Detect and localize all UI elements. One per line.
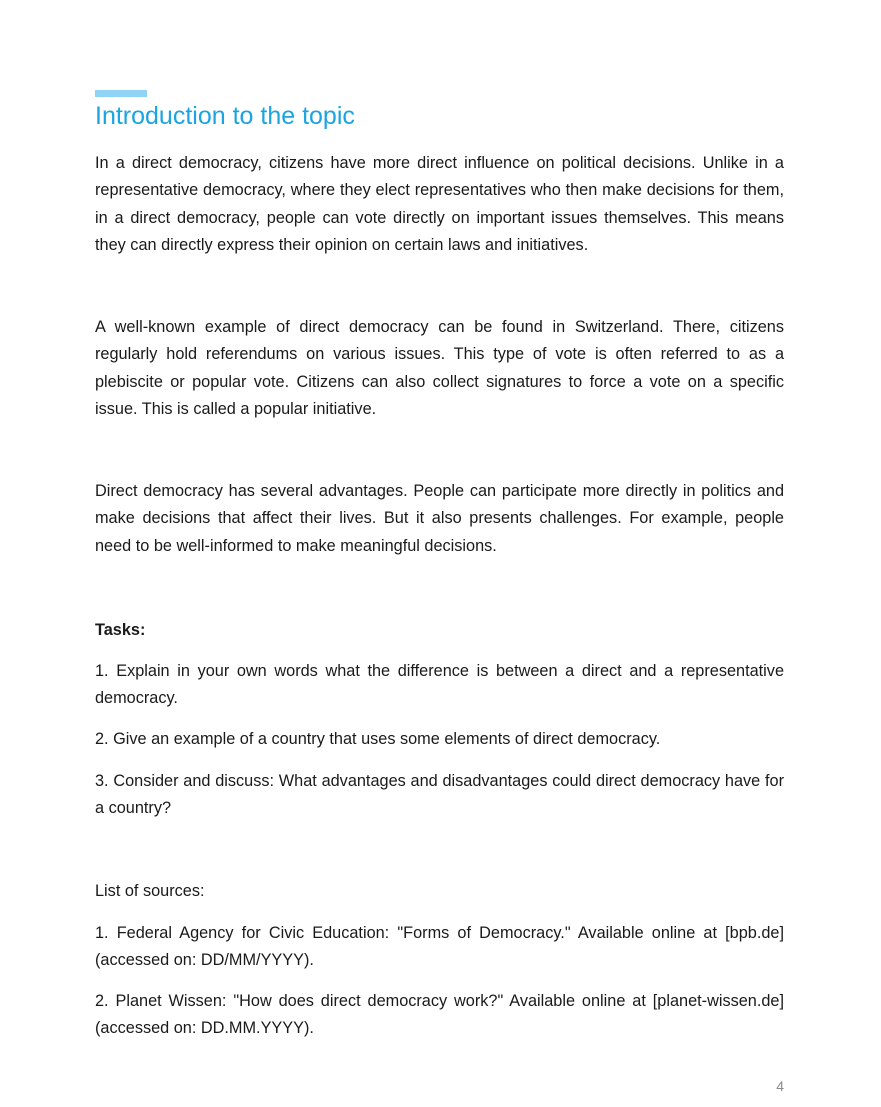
intro-paragraph-3: Direct democracy has several advantages. People can participate more directly in politics and make decisions that affect their lives. But it also presents challenges. For example, people need to be well-informed to make meaningful decisions. bbox=[95, 482, 784, 555]
source-item-1: 1. Federal Agency for Civic Education: "Forms of Democracy." Available online at [bpb.de] (accessed on: DD/MM/YYYY). bbox=[95, 924, 784, 970]
page-title: Introduction to the topic bbox=[95, 102, 355, 130]
page-number: 4 bbox=[776, 1078, 784, 1094]
tasks-heading: Tasks: bbox=[95, 621, 146, 639]
intro-paragraph-2: A well-known example of direct democracy can be found in Switzerland. There, citizens regularly hold referendums on various issues. This type of vote is often referred to as a plebiscite or popular vote. Citizens can also collect signatures to force a vote on a specific issue. This is called a popular initiative. bbox=[95, 318, 784, 418]
source-item-2: 2. Planet Wissen: "How does direct democracy work?" Available online at [planet-wissen.de] (accessed on: DD.MM.YYYY). bbox=[95, 992, 784, 1038]
task-item-1: 1. Explain in your own words what the difference is between a direct and a representative democracy. bbox=[95, 662, 784, 708]
title-accent-bar bbox=[95, 90, 147, 97]
sources-heading: List of sources: bbox=[95, 882, 205, 900]
task-item-2: 2. Give an example of a country that uses some elements of direct democracy. bbox=[95, 730, 661, 748]
task-item-3: 3. Consider and discuss: What advantages and disadvantages could direct democracy have for a country? bbox=[95, 772, 784, 818]
intro-paragraph-1: In a direct democracy, citizens have more direct influence on political decisions. Unlike in a representative democracy, where they elect representatives who then make decisions for them, in a direct democracy, people can vote directly on important issues themselves. This means they can directly express their opinion on certain laws and initiatives. bbox=[95, 154, 784, 254]
